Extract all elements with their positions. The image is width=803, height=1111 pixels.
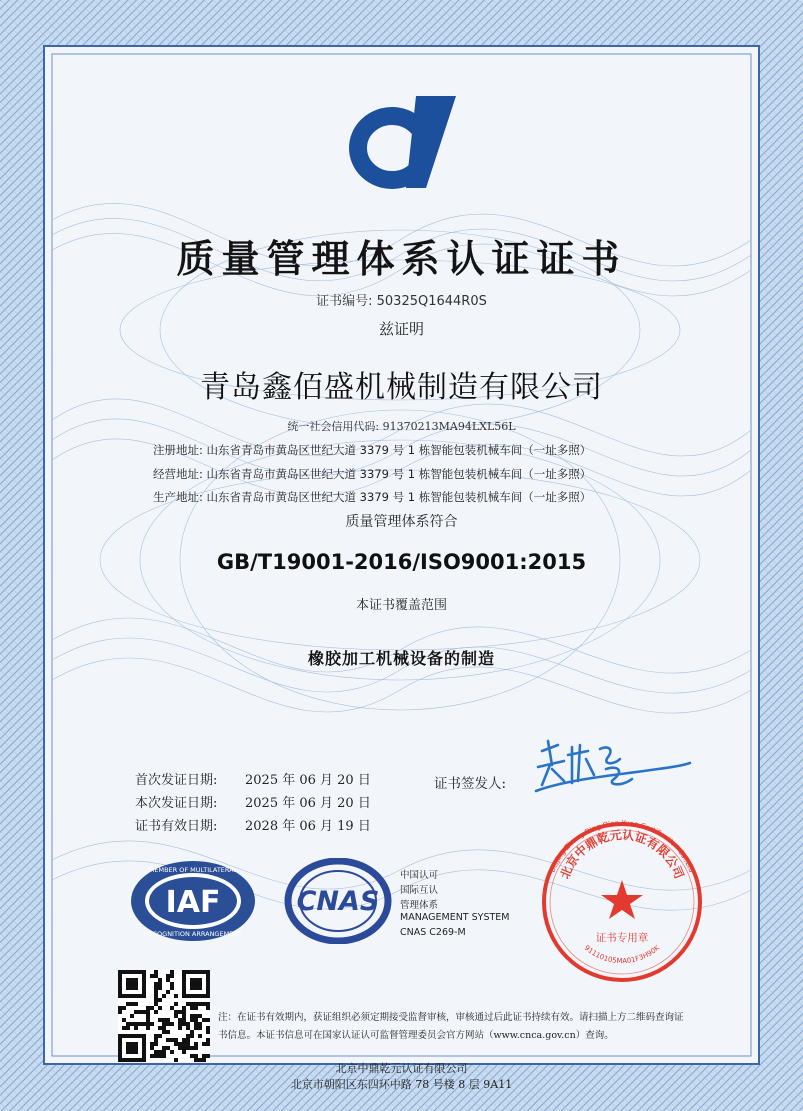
iaf-ring-bottom: RECOGNITION ARRANGEMENT bbox=[143, 930, 243, 938]
expiry-date-value: 2028 年 06 月 19 日 bbox=[245, 819, 371, 834]
company-name: 青岛鑫佰盛机械制造有限公司 bbox=[200, 370, 603, 405]
certification-body-logo bbox=[348, 92, 458, 192]
issuing-body-address: 北京市朝阳区东四环中路 78 号楼 8 层 9A11 bbox=[290, 1078, 513, 1091]
issuing-body: 北京中鼎乾元认证有限公司 bbox=[335, 1062, 468, 1075]
address-value: 山东省青岛市黄岛区世纪大道 3379 号 1 栋智能包装机械车间（一址多照） bbox=[206, 443, 592, 457]
coverage-heading: 本证书覆盖范围 bbox=[355, 598, 447, 613]
cnas-line-5: CNAS C269-M bbox=[400, 927, 466, 938]
certificate-number bbox=[0, 290, 803, 309]
registered-address bbox=[153, 442, 591, 458]
cnas-line-3: 管理体系 bbox=[400, 900, 439, 911]
cnas-logo bbox=[284, 858, 392, 944]
cnas-line-1: 中国认可 bbox=[400, 870, 439, 881]
standard-code: GB/T19001-2016/ISO9001:2015 bbox=[216, 550, 587, 574]
qr-code[interactable] bbox=[118, 970, 210, 1062]
certificate-number-label: 证书编号: bbox=[316, 294, 373, 309]
address-value: 山东省青岛市黄岛区世纪大道 3379 号 1 栋智能包装机械车间（一址多照） bbox=[206, 467, 592, 481]
first-issue-date-label: 首次发证日期: bbox=[135, 773, 218, 788]
business-address bbox=[153, 466, 591, 482]
iaf-ring-top: MEMBER OF MULTILATERAL bbox=[148, 866, 238, 874]
seal-purpose: 证书专用章 bbox=[595, 932, 649, 944]
seal-chinese-name: 北京中鼎乾元认证有限公司 bbox=[557, 827, 687, 881]
expiry-date-label: 证书有效日期: bbox=[135, 819, 218, 834]
current-issue-date-value: 2025 年 06 月 20 日 bbox=[245, 796, 371, 811]
official-seal bbox=[538, 818, 706, 986]
credit-code-value: 91370213MA94LXL56L bbox=[382, 420, 516, 433]
certificate-number-value: 50325Q1644R0S bbox=[376, 294, 487, 309]
certificate-title: 质量管理体系认证证书 bbox=[176, 236, 627, 281]
credit-code-label: 统一社会信用代码: bbox=[287, 420, 380, 433]
svg-text:91110105MA01F3H90K bbox=[583, 944, 662, 966]
address-label: 注册地址: bbox=[153, 443, 203, 457]
seal-english-name: Beijing Zhong Ding Qian Yuan Certification Co.,Ltd bbox=[548, 819, 696, 874]
signature bbox=[528, 735, 693, 805]
current-issue-date-label: 本次发证日期: bbox=[135, 796, 218, 811]
conformity-statement: 质量管理体系符合 bbox=[345, 514, 458, 530]
address-label: 经营地址: bbox=[153, 467, 203, 481]
cnas-line-2: 国际互认 bbox=[400, 885, 439, 896]
signer-label: 证书签发人: bbox=[434, 776, 507, 792]
production-address bbox=[153, 489, 591, 505]
hereby-certify-text: 兹证明 bbox=[378, 320, 424, 338]
first-issue-date-value: 2025 年 06 月 20 日 bbox=[245, 773, 371, 788]
iaf-logo bbox=[128, 858, 258, 944]
address-value: 山东省青岛市黄岛区世纪大道 3379 号 1 栋智能包装机械车间（一址多照） bbox=[206, 490, 592, 504]
iaf-logo-text: IAF bbox=[165, 885, 221, 920]
cnas-logo-text: CNAS bbox=[296, 886, 380, 917]
certificate-note: 注：在证书有效期内，获证组织必须定期接受监督审核，审核通过后此证书持续有效。请扫描上方二维码查询证书信息。本证书信息可在国家认证认可监督管理委员会官方网站（www.cnca.gov.cn）查询。 bbox=[218, 1012, 684, 1041]
cnas-line-4: MANAGEMENT SYSTEM bbox=[400, 912, 510, 923]
seal-code: 91110105MA01F3H90K bbox=[582, 943, 662, 966]
certification-scope: 橡胶加工机械设备的制造 bbox=[307, 649, 495, 668]
address-label: 生产地址: bbox=[153, 490, 203, 504]
credit-code bbox=[0, 418, 803, 434]
